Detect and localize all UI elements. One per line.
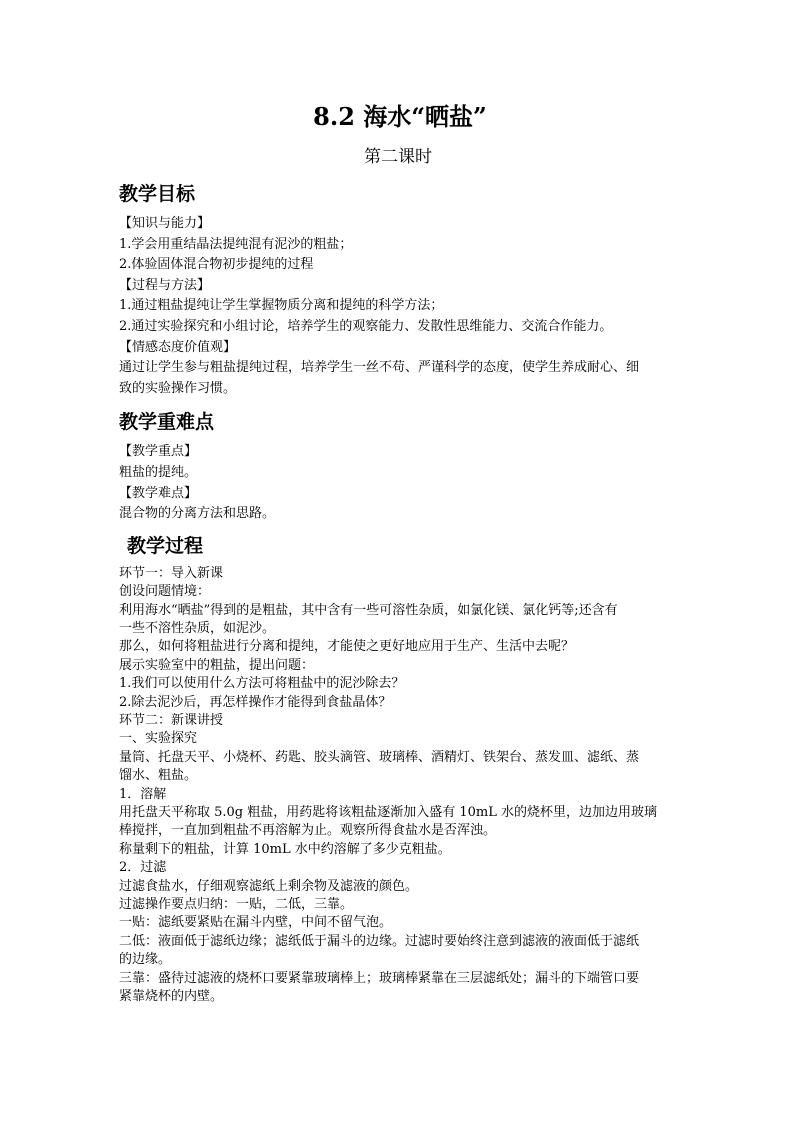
process-line: 棒搅拌，一直加到粗盐不再溶解为止。观察所得食盐水是否浑浊。	[119, 823, 497, 839]
process-line: 那么，如何将粗盐进行分离和提纯，才能使之更好地应用于生产、生活中去呢？	[119, 639, 575, 655]
process-line: 一些不溶性杂质，如泥沙。	[119, 620, 276, 636]
process-list	[119, 565, 677, 1007]
document-content	[119, 100, 677, 1006]
goal-line: 【过程与方法】	[119, 277, 211, 293]
process-line: 馏水、粗盐。	[119, 768, 198, 784]
process-line: 展示实验室中的粗盐，提出问题：	[119, 657, 315, 673]
goal-line: 通过让学生参与粗盐提纯过程，培养学生一丝不苟、严谨科学的态度，使学生养成耐心、细	[119, 360, 640, 376]
section-key-points	[119, 409, 677, 524]
process-line: 1．溶解	[119, 786, 167, 802]
process-line: 2．过滤	[119, 860, 167, 876]
process-line: 紧靠烧杯的内壁。	[119, 989, 224, 1005]
process-line: 一、实验探究	[119, 731, 198, 747]
process-line: 创设问题情境：	[119, 584, 211, 600]
section-heading-process: 教学过程	[127, 534, 204, 557]
key-point-line: 【教学重点】	[119, 444, 198, 460]
goal-line: 2.体验固体混合物初步提纯的过程	[119, 257, 314, 273]
process-line: 1.我们可以使用什么方法可将粗盐中的泥沙除去？	[119, 676, 405, 692]
section-heading-goals: 教学目标	[119, 183, 196, 205]
process-line: 用托盘天平称取 5.0g 粗盐，用药匙将该粗盐逐渐加入盛有 10mL 水的烧杯里，边加边用玻璃	[119, 805, 658, 820]
section-heading-key-points: 教学重难点	[119, 411, 215, 434]
process-line: 过滤操作要点归纳：一贴，二低，三靠。	[119, 897, 354, 913]
process-line: 2.除去泥沙后，再怎样操作才能得到食盐晶体？	[119, 694, 392, 710]
key-point-line: 粗盐的提纯。	[119, 464, 198, 480]
process-line: 三靠：盛待过滤液的烧杯口要紧靠玻璃棒上；玻璃棒紧靠在三层滤纸处；漏斗的下端管口要	[119, 970, 640, 986]
goal-line: 2.通过实验探究和小组讨论，培养学生的观察能力、发散性思维能力、交流合作能力。	[119, 318, 613, 334]
process-line: 环节一：导入新课	[119, 565, 224, 581]
goals-list	[119, 214, 677, 399]
process-line: 的边缘。	[119, 952, 172, 968]
process-line: 称量剩下的粗盐，计算 10mL 水中约溶解了多少克粗盐。	[119, 841, 451, 857]
process-line: 利用海水“晒盐”得到的是粗盐，其中含有一些可溶性杂质，如氯化镁、氯化钙等;还含有	[119, 602, 618, 618]
key-point-line: 混合物的分离方法和思路。	[119, 506, 276, 522]
process-line: 过滤食盐水，仔细观察滤纸上剩余物及滤液的颜色。	[119, 878, 419, 894]
goal-line: 致的实验操作习惯。	[119, 380, 237, 396]
section-teaching-goals	[119, 181, 677, 399]
document-title: 8.2 海水“晒盐”	[313, 102, 487, 131]
document-subtitle: 第二课时	[364, 147, 432, 167]
key-point-line: 【教学难点】	[119, 485, 198, 501]
process-line: 一贴：滤纸要紧贴在漏斗内壁，中间不留气泡。	[119, 915, 393, 931]
section-teaching-process	[119, 533, 677, 559]
process-line: 环节二：新课讲授	[119, 712, 224, 728]
goal-line: 1.通过粗盐提纯让学生掌握物质分离和提纯的科学方法；	[119, 298, 444, 314]
goal-line: 【情感态度价值观】	[119, 339, 237, 355]
goal-line: 【知识与能力】	[119, 216, 211, 231]
goal-line: 1.学会用重结晶法提纯混有泥沙的粗盐；	[119, 236, 353, 252]
key-points-list	[119, 442, 677, 524]
process-line: 量筒、托盘天平、小烧杯、药匙、胶头滴管、玻璃棒、酒精灯、铁架台、蒸发皿、滤纸、蒸	[119, 749, 640, 765]
process-line: 二低：液面低于滤纸边缘；滤纸低于漏斗的边缘。过滤时要始终注意到滤液的液面低于滤纸	[119, 933, 640, 949]
